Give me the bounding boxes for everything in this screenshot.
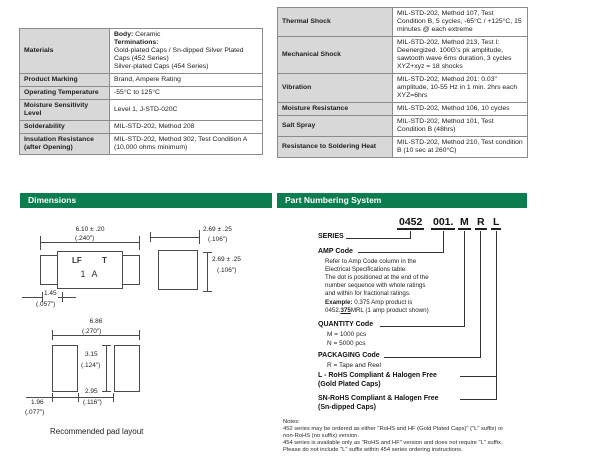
- section-title: Part Numbering System: [285, 195, 382, 205]
- dim-pad-pitch-in: (.116"): [83, 399, 102, 406]
- amp-code-label: AMP Code: [318, 248, 353, 255]
- notes-line: 454 series is available only as "RoHS and HF" version and does not require "L" suffix.: [283, 440, 503, 446]
- dim-pad-overall-in: (.270"): [82, 328, 102, 335]
- l-rohs-label-line2: (Gold Plated Caps): [318, 381, 381, 388]
- connector-line: [358, 252, 444, 253]
- amp-code-desc-line: and within for fractional ratings.: [325, 290, 411, 297]
- dim-tick: [40, 236, 41, 250]
- row-label: Materials: [20, 29, 110, 74]
- row-value: MIL-STD-202, Method 210, Test condition B (10 sec at 260°C): [393, 137, 528, 158]
- connector-line: [380, 326, 465, 327]
- row-value: MIL-STD-202, Method 201: 0.03" amplitude, 10-55 Hz in 1 min. 2hrs each XYZ=6hrs: [393, 74, 528, 103]
- dim-pad-width-mm: 1.96: [31, 399, 44, 406]
- dim-end-width-in: (.106"): [208, 236, 228, 243]
- dim-end-height-in: (.106"): [217, 267, 237, 274]
- dim-tick: [150, 232, 151, 242]
- amp-code-desc-line: The dot is positioned at the end of the: [325, 274, 429, 281]
- amp-code-desc-line: Electrical Specifications table.: [325, 266, 407, 273]
- table-row: [278, 103, 528, 116]
- dim-line: [150, 237, 200, 238]
- series-label: SERIES: [318, 233, 344, 240]
- left-pad: [52, 345, 78, 392]
- dim-cap-width-in: (.057"): [36, 301, 56, 308]
- environmental-spec-table: [277, 7, 528, 158]
- connector-line: [460, 399, 497, 400]
- notes-line: 452 series may be ordered as either "RoHS and HF (Gold Plated Caps)" ("L" suffix) or: [283, 426, 504, 432]
- dim-end-height-mm: 2.69 ± .25: [212, 256, 241, 263]
- row-value: Level 1, J-STD-020C: [110, 100, 263, 121]
- littelfuse-logo: LF: [72, 256, 82, 265]
- fuse-marking-letter: T: [102, 256, 107, 265]
- l-rohs-label-line1: L - RoHS Compliant & Halogen Free: [318, 372, 437, 379]
- dim-tick: [203, 291, 212, 292]
- row-label: Thermal Shock: [278, 8, 393, 37]
- dim-cap-width-mm: 1.45: [44, 290, 57, 297]
- row-label: Vibration: [278, 74, 393, 103]
- dim-line: [26, 397, 114, 398]
- materials-terminations-line: Terminations:: [114, 39, 159, 46]
- table-row: [278, 116, 528, 137]
- row-value: MIL-STD-202, Method 107, Test Condition B, 5 cycles, -65°C / +125°C, 15 minutes @ each extreme: [393, 8, 528, 37]
- sn-rohs-label-line1: SN-RoHS Compliant & Halogen Free: [318, 395, 439, 402]
- dim-pad-inner-in: (.124"): [81, 362, 101, 369]
- table-row: [278, 137, 528, 158]
- dim-fuse-length-mm: 6.10 ± .20: [75, 226, 105, 233]
- row-value: MIL-STD-202, Method 101, Test Condition B (48hrs): [393, 116, 528, 137]
- table-row: [278, 8, 528, 37]
- materials-caps-line: Gold-plated Caps / Sn-dipped Silver Plated Caps (452 Series): [114, 47, 244, 62]
- dim-pad-width-in: (.077"): [25, 409, 45, 416]
- connector-line: [480, 231, 481, 358]
- row-value: [110, 29, 263, 74]
- part-number-segment-series: 0452: [399, 216, 423, 228]
- row-label: Salt Spray: [278, 116, 393, 137]
- dim-tick: [102, 391, 111, 392]
- part-number-segment-quantity: M: [460, 216, 469, 228]
- connector-line: [384, 357, 481, 358]
- amp-code-example-line1: Example: 0.375 Amp product is: [325, 299, 413, 306]
- row-value: MIL-STD-202, Method 208: [110, 121, 263, 134]
- dim-pad-pitch-mm: 2.95: [85, 388, 98, 395]
- row-label: Moisture Sensitivity Level: [20, 100, 110, 121]
- dim-tick: [52, 393, 53, 402]
- materials-spec-table: [19, 28, 263, 155]
- dim-tick: [102, 345, 111, 346]
- row-label: Mechanical Shock: [278, 37, 393, 74]
- part-number-segment-rohs: L: [493, 216, 500, 228]
- connector-line: [460, 376, 497, 377]
- dim-fuse-length-in: (.240"): [75, 235, 95, 242]
- dim-line: [106, 345, 107, 392]
- packaging-code-label: PACKAGING Code: [318, 352, 380, 359]
- row-value: MIL-STD-202, Method 302, Test Condition A (10,000 ohms minimum): [110, 134, 263, 155]
- right-pad: [114, 345, 140, 392]
- dim-tick: [139, 236, 140, 250]
- materials-caps-line2: Silver-plated Caps (454 Series): [114, 63, 209, 70]
- row-value: MIL-STD-202, Method 106, 10 cycles: [393, 103, 528, 116]
- section-title: Dimensions: [28, 195, 77, 205]
- notes-title: Notes:: [283, 419, 300, 425]
- row-value: Brand, Ampere Rating: [110, 74, 263, 87]
- notes-line: Please do not include "L" suffix within 454 series ordering instructions.: [283, 447, 463, 453]
- dim-tick: [113, 393, 114, 402]
- packaging-option: R = Tape and Reel: [327, 362, 381, 369]
- dim-end-width-mm: 2.69 ± .25: [203, 226, 232, 233]
- amp-code-desc-line: Refer to Amp Code column in the: [325, 258, 417, 265]
- fuse-amp-rating: 1 A: [80, 269, 100, 279]
- dim-line: [52, 335, 140, 336]
- fuse-end-square: [158, 250, 198, 290]
- notes-line: non-RoHS (no suffix) version.: [283, 433, 359, 439]
- connector-line: [464, 231, 465, 327]
- table-row: [278, 37, 528, 74]
- sn-rohs-label-line2: (Sn-dipped Caps): [318, 404, 376, 411]
- amp-code-example-line2: 0452.375MRL (1 amp product shown): [325, 307, 429, 314]
- dim-line: [40, 242, 140, 243]
- quantity-code-label: QUANTITY Code: [318, 321, 374, 328]
- connector-line: [496, 231, 497, 400]
- amp-code-desc-line: number sequence with whole ratings: [325, 282, 426, 289]
- table-row: [20, 134, 263, 155]
- quantity-option: M = 1000 pcs: [327, 331, 367, 338]
- row-label: Product Marking: [20, 74, 110, 87]
- part-numbering-section-header: [277, 193, 527, 208]
- fuse-right-cap: [122, 255, 140, 285]
- table-row: [20, 121, 263, 134]
- quantity-option: N = 5000 pcs: [327, 340, 366, 347]
- row-value: MIL-STD-202, Method 213, Test I: Deenergized. 100G's pk amplitude, sawtooth wave 6ms duration, 3 cycles XYZ+xyz = 18 shocks: [393, 37, 528, 74]
- dim-tick: [203, 252, 212, 253]
- dim-tick: [52, 330, 53, 340]
- table-row: [20, 74, 263, 87]
- table-row: [278, 74, 528, 103]
- table-row: [20, 100, 263, 121]
- dimensions-section-header: [20, 193, 272, 208]
- dim-tick: [78, 393, 79, 402]
- part-number-segment-amp: 001.: [433, 216, 454, 228]
- row-label: Insulation Resistance (after Opening): [20, 134, 110, 155]
- row-label: Operating Temperature: [20, 87, 110, 100]
- row-value: -55°C to 125°C: [110, 87, 263, 100]
- row-label: Solderability: [20, 121, 110, 134]
- table-row: [20, 87, 263, 100]
- pad-layout-caption: Recommended pad layout: [50, 427, 144, 436]
- materials-body-line: Body: Ceramic: [114, 31, 161, 38]
- ordering-notes: [283, 419, 523, 454]
- dim-tick: [62, 292, 63, 302]
- dim-pad-overall-mm: 6.86: [89, 318, 103, 325]
- table-row: [20, 29, 263, 74]
- dim-tick: [199, 230, 200, 244]
- row-label: Moisture Resistance: [278, 103, 393, 116]
- dim-pad-inner-mm: 3.15: [85, 351, 98, 358]
- part-number-segment-packaging: R: [477, 216, 485, 228]
- row-label: Resistance to Soldering Heat: [278, 137, 393, 158]
- fuse-left-cap: [40, 255, 58, 285]
- dim-tick: [139, 330, 140, 340]
- connector-line: [346, 238, 411, 239]
- dim-line: [207, 252, 208, 292]
- connector-line: [443, 231, 444, 253]
